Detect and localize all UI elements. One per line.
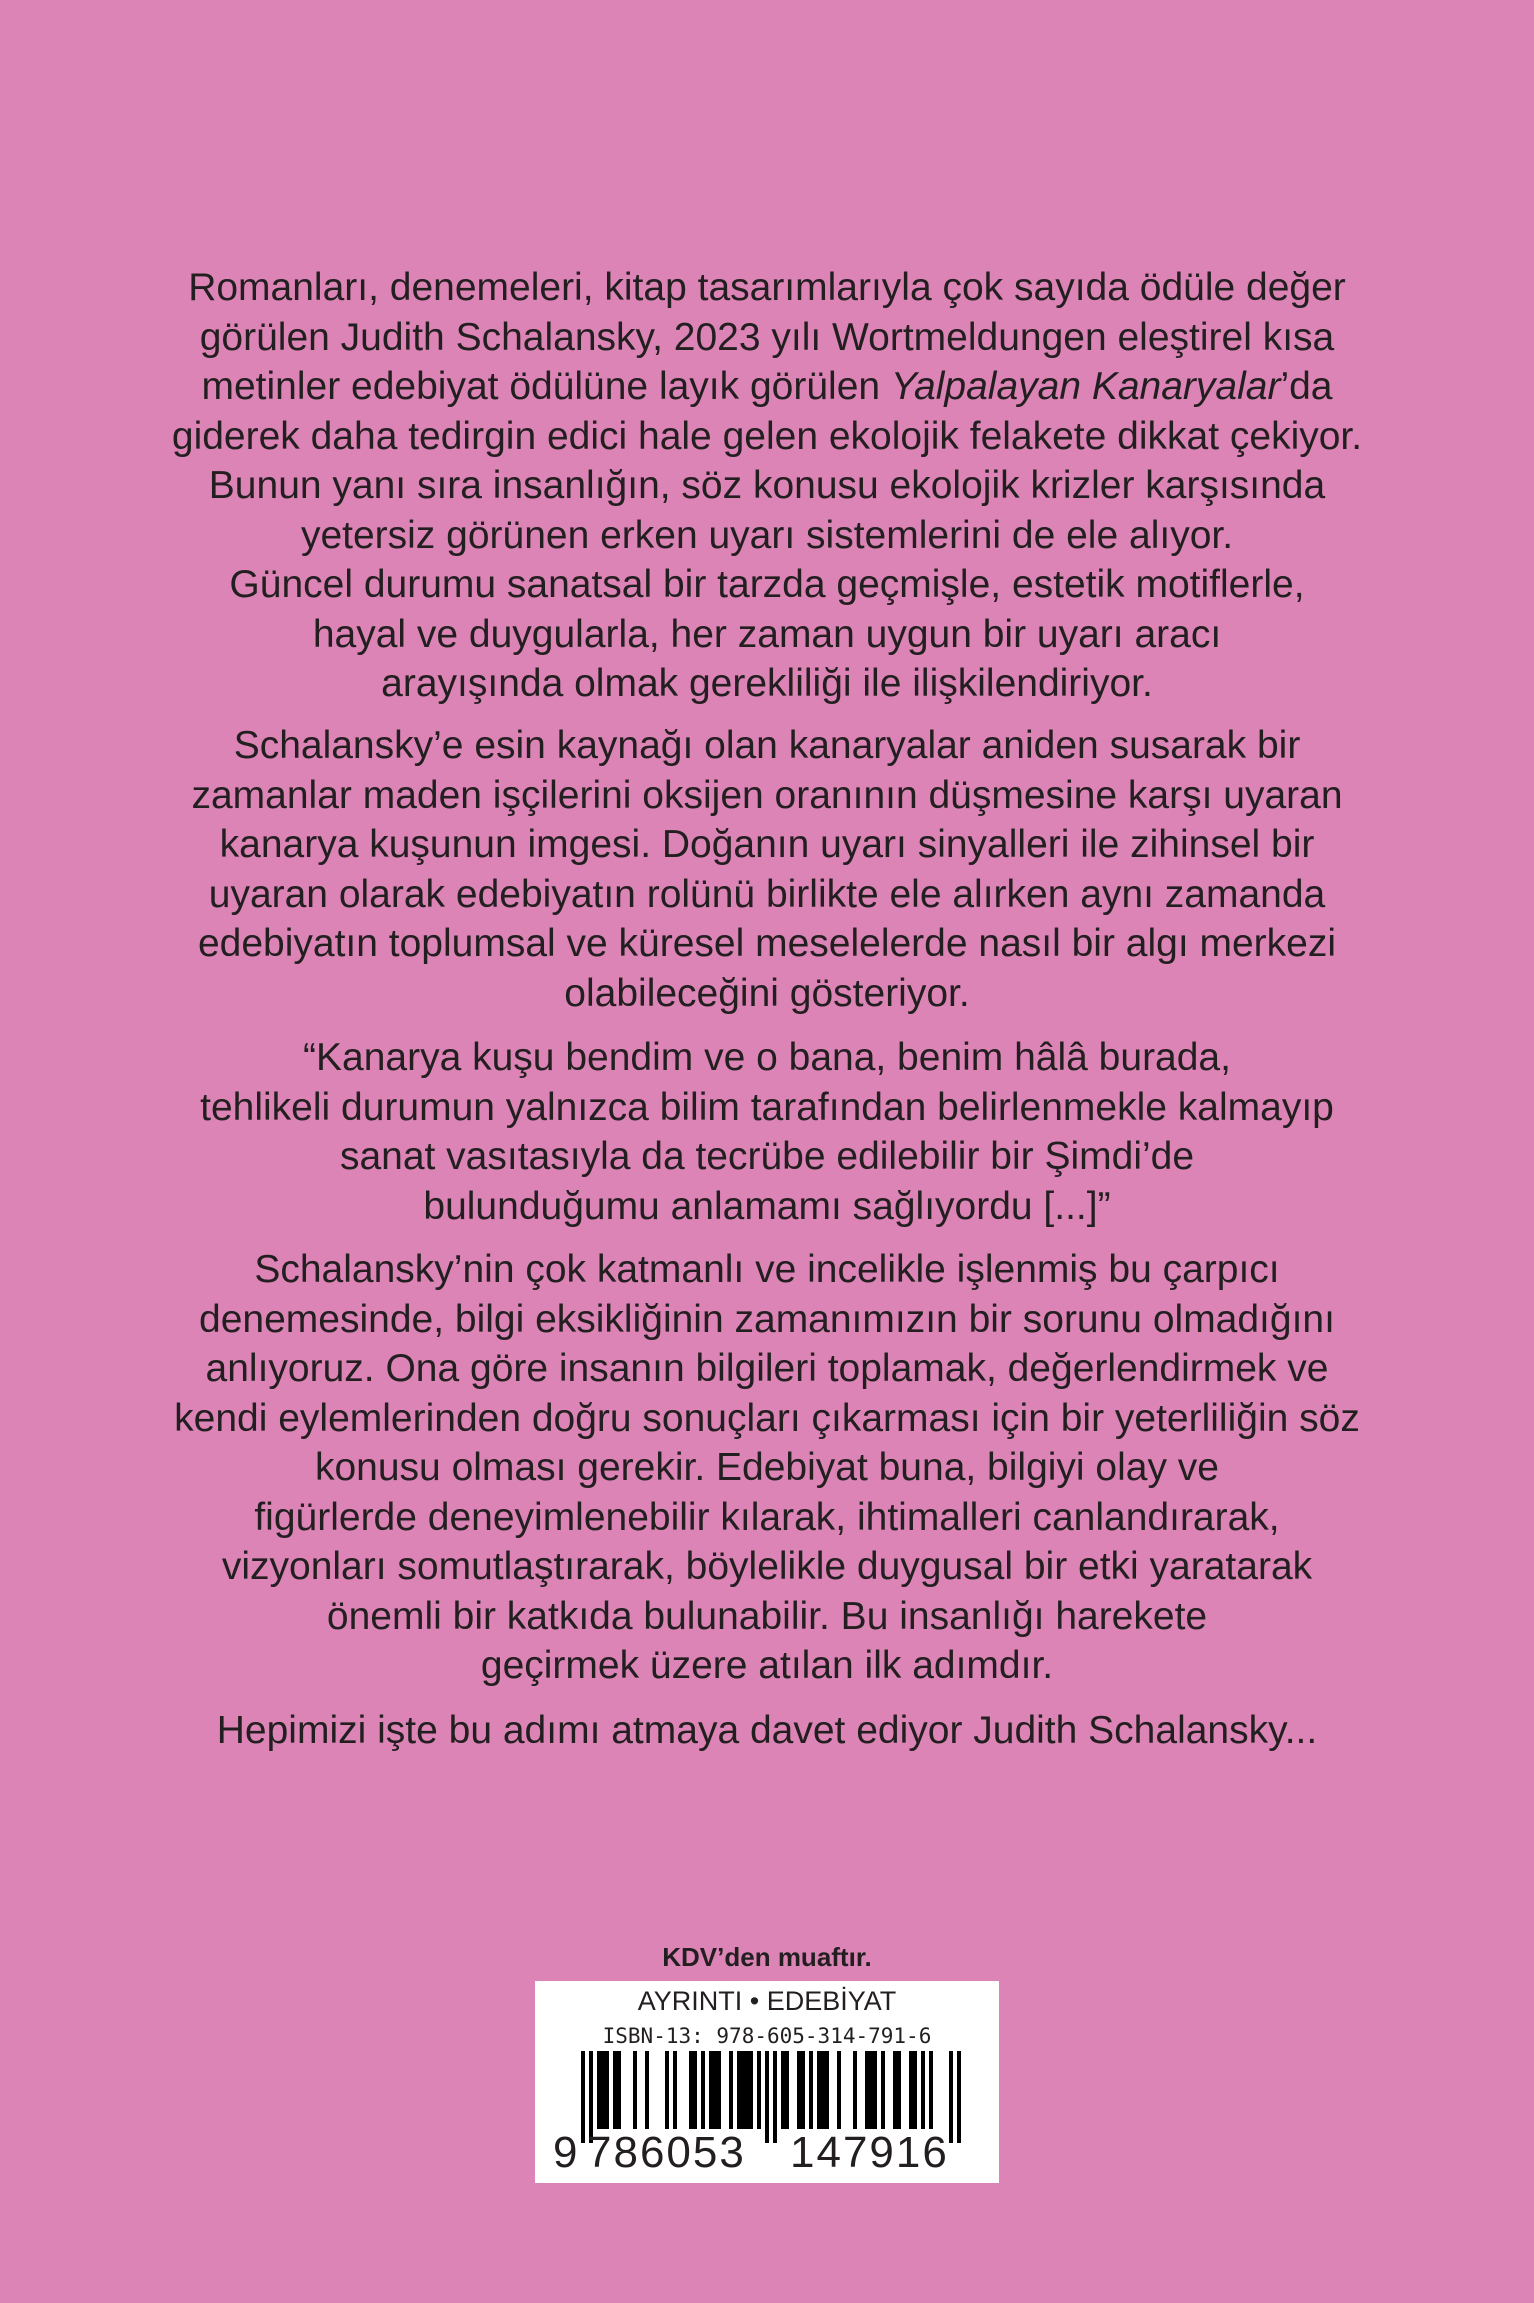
barcode-bar <box>893 2051 897 2129</box>
blurb-line: giderek daha tedirgin edici hale gelen ekolojik felakete dikkat çekiyor. <box>171 414 1363 458</box>
barcode-bar <box>785 2051 789 2129</box>
blurb-line <box>0 362 1534 412</box>
blurb-line: Bunun yanı sıra insanlığın, söz konusu ekolojik krizler karşısında <box>208 464 1326 507</box>
barcode-bar <box>757 2051 761 2129</box>
barcode-bar <box>817 2051 821 2129</box>
barcode-bar <box>737 2051 741 2129</box>
blurb-line: Schalansky’e esin kaynağı olan kanaryalar aniden susarak bir <box>233 724 1301 767</box>
ean-right-group: 147916 <box>790 2128 949 2177</box>
book-title: Yalpalayan Kanaryalar <box>890 365 1281 408</box>
blurb-line: kendi eylemlerinden doğru sonuçları çıkarması için bir yeterliliğin söz <box>174 1396 1360 1440</box>
barcode-bar <box>749 2051 753 2129</box>
blurb-line: uyaran olarak edebiyatın rolünü birlikte ele alırken aynı zamanda <box>208 872 1326 916</box>
barcode-bar <box>773 2051 777 2143</box>
barcode-bar <box>909 2051 913 2129</box>
barcode-bar <box>765 2051 769 2143</box>
barcode-bar <box>613 2051 617 2129</box>
barcode-bar <box>957 2051 961 2143</box>
barcode-bar <box>645 2051 649 2129</box>
barcode-bar <box>929 2051 933 2129</box>
blurb-line: Hepimizi işte bu adımı atmaya davet ediyor Judith Schalansky... <box>216 1709 1318 1752</box>
barcode-bar <box>701 2051 705 2129</box>
barcode-bar <box>913 2051 917 2129</box>
blurb-line: anlıyoruz. Ona göre insanın bilgileri toplamak, değerlendirmek ve <box>205 1347 1329 1390</box>
blurb-line: yetersiz görünen erken uyarı sistemlerini de ele alıyor. <box>300 513 1234 557</box>
barcode-bar <box>597 2051 601 2129</box>
blurb-line: Güncel durumu sanatsal bir tarzda geçmişle, estetik motiflerle, <box>229 563 1305 606</box>
blurb-line: hayal ve duygularla, her zaman uygun bir uyarı aracı <box>312 612 1222 656</box>
barcode-bar <box>781 2051 785 2129</box>
quote-line: tehlikeli durumun yalnızca bilim tarafından belirlenmekle kalmayıp <box>200 1085 1334 1129</box>
barcode-bar <box>801 2051 805 2129</box>
blurb-quote <box>0 1033 1534 1231</box>
barcode-bar <box>729 2051 733 2129</box>
barcode-bar <box>633 2051 637 2129</box>
barcode-bar <box>821 2051 825 2129</box>
barcode-bar <box>949 2051 953 2143</box>
blurb-line: arayışında olmak gerekliliği ile ilişkilendiriyor. <box>381 662 1153 705</box>
isbn-number: ISBN-13: 978-605-314-791-6 <box>602 2024 932 2048</box>
barcode-bar <box>881 2051 885 2129</box>
blurb-line: vizyonları somutlaştırarak, böylelikle duygusal bir etki yaratarak <box>221 1545 1313 1588</box>
blurb-line: edebiyatın toplumsal ve küresel meselelerde nasıl bir algı merkezi <box>197 922 1337 965</box>
barcode-bar <box>865 2051 869 2129</box>
barcode-bar <box>709 2051 713 2129</box>
barcode-bar <box>713 2051 717 2129</box>
barcode-bar <box>837 2051 841 2129</box>
blurb-text: ’da <box>1280 365 1333 408</box>
blurb-paragraph-3 <box>0 1245 1534 1691</box>
barcode-bar <box>825 2051 829 2129</box>
blurb-line: görülen Judith Schalansky, 2023 yılı Wortmeldungen eleştirel kısa <box>199 315 1335 359</box>
barcode-bar <box>581 2051 585 2143</box>
quote-line: “Kanarya kuşu bendim ve o bana, benim hâlâ burada, <box>303 1036 1231 1079</box>
barcode-bar <box>717 2051 721 2129</box>
barcode-bar <box>689 2051 693 2129</box>
vat-exemption-note: KDV’den muaftır. <box>662 1942 872 1972</box>
blurb-line: geçirmek üzere atılan ilk adımdır. <box>480 1644 1054 1687</box>
ean-left-group: 786053 <box>587 2128 746 2177</box>
barcode-bar <box>665 2051 669 2129</box>
blurb-line: olabileceğini gösteriyor. <box>564 971 970 1015</box>
blurb-line: önemli bir katkıda bulunabilir. Bu insanlığı harekete <box>326 1594 1208 1638</box>
barcode-label <box>535 1981 999 2183</box>
barcode-bar <box>617 2051 621 2129</box>
barcode-bar <box>601 2051 605 2129</box>
barcode-bar <box>741 2051 745 2129</box>
barcode-bar <box>853 2051 857 2129</box>
blurb-text: metinler edebiyat ödülüne layık görülen <box>201 365 891 408</box>
barcode-bar <box>809 2051 813 2129</box>
barcode-bar <box>921 2051 925 2129</box>
barcode-bar <box>897 2051 901 2129</box>
blurb-line: Romanları, denemeleri, kitap tasarımlarıyla çok sayıda ödüle değer <box>188 266 1346 309</box>
blurb-paragraph-2 <box>0 721 1534 1018</box>
blurb-line: konusu olması gerekir. Edebiyat buna, bilgiyi olay ve <box>314 1446 1219 1489</box>
barcode-bar <box>797 2051 801 2129</box>
publisher-imprint: AYRINTI • EDEBİYAT <box>637 1986 897 2016</box>
blurb-line: figürlerde deneyimlenebilir kılarak, ihtimalleri canlandırarak, <box>254 1495 1280 1539</box>
blurb-line: Schalansky’nin çok katmanlı ve incelikle işlenmiş bu çarpıcı <box>254 1248 1280 1291</box>
blurb-paragraph-4 <box>0 1706 1534 1756</box>
blurb-line: zamanlar maden işçilerini oksijen oranının düşmesine karşı uyaran <box>191 773 1343 817</box>
barcode-bar <box>745 2051 749 2129</box>
barcode-bar <box>693 2051 697 2129</box>
barcode-bar <box>673 2051 677 2129</box>
blurb-paragraph-1 <box>0 263 1534 709</box>
quote-line: sanat vasıtasıyla da tecrübe edilebilir bir Şimdi’de <box>339 1135 1195 1178</box>
barcode-bar <box>605 2051 609 2129</box>
blurb-line: denemesinde, bilgi eksikliğinin zamanımızın bir sorunu olmadığını <box>199 1297 1335 1341</box>
barcode-bar <box>869 2051 873 2129</box>
barcode-bar <box>873 2051 877 2129</box>
blurb-line: kanarya kuşunun imgesi. Doğanın uyarı sinyalleri ile zihinsel bir <box>219 823 1315 866</box>
ean-lead-digit: 9 <box>553 2128 580 2177</box>
quote-line: bulunduğumu anlamamı sağlıyordu [...]” <box>423 1184 1111 1228</box>
